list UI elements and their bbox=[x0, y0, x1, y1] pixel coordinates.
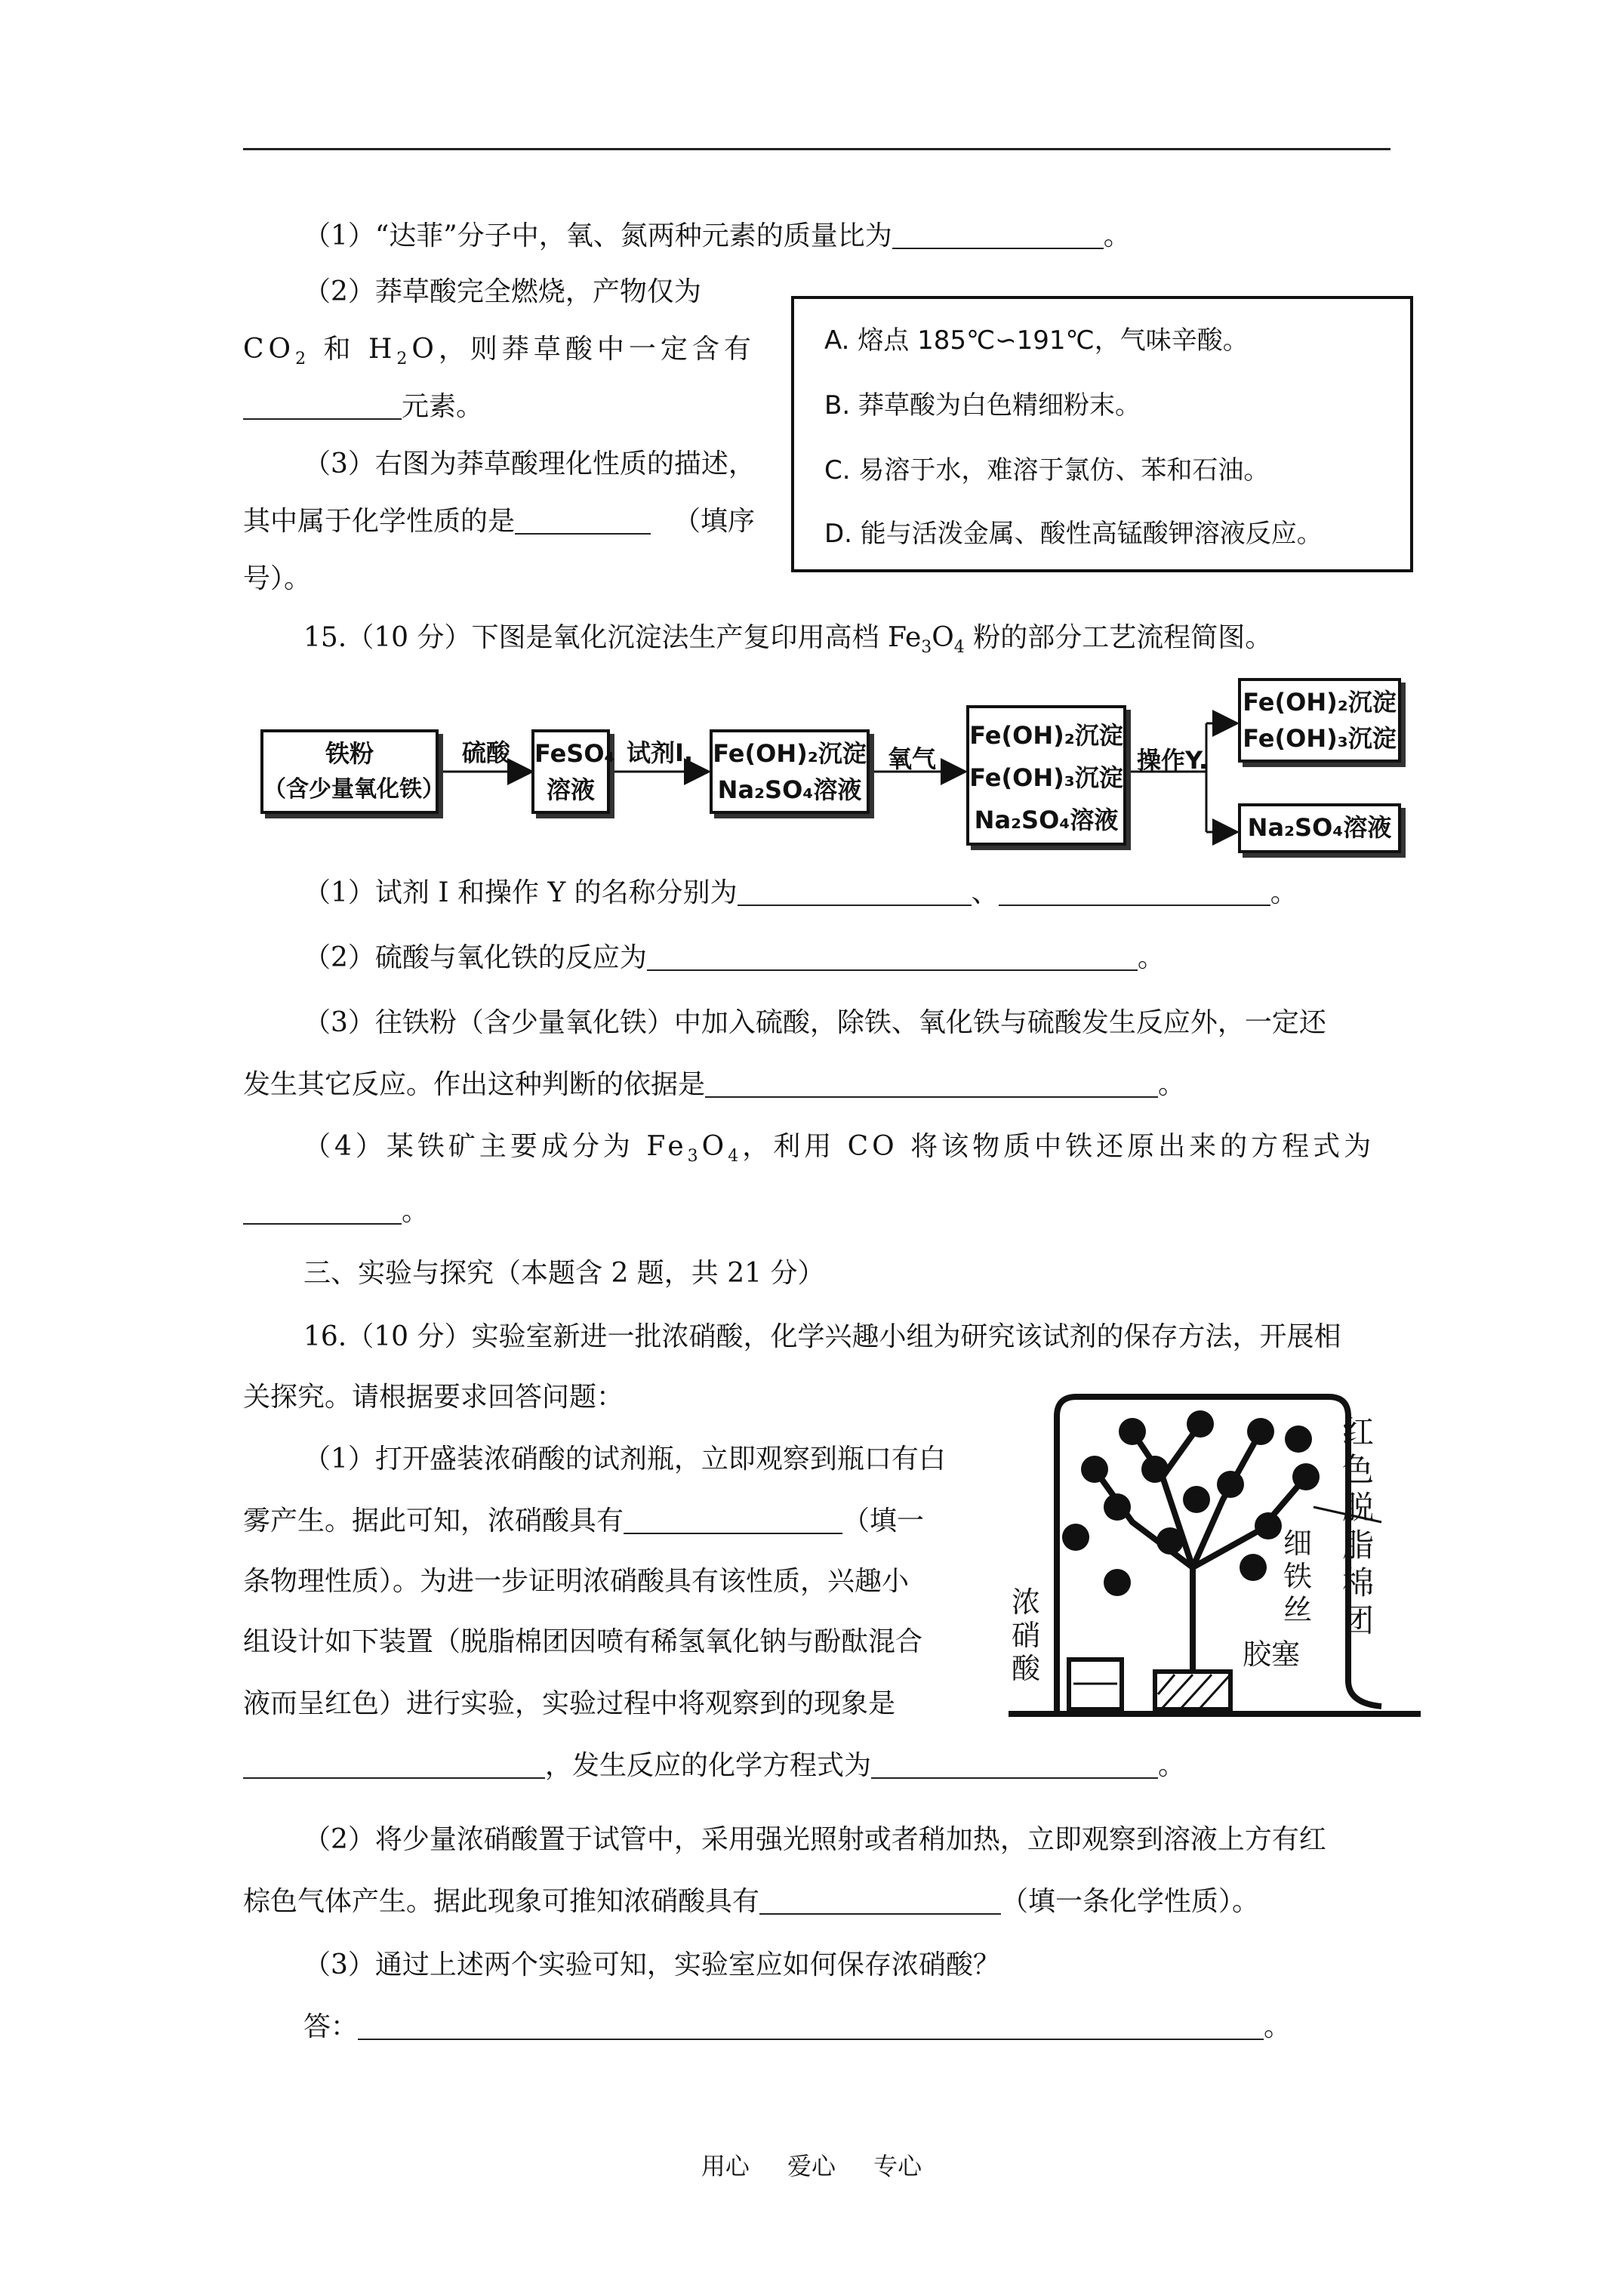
q16-header-line2: 关探究。请根据要求回答问题： bbox=[243, 1382, 624, 1413]
q16-p1-line4: 组设计如下装置（脱脂棉团因喷有稀氢氧化钠与酚酞混合 bbox=[243, 1626, 923, 1657]
answer-blank[interactable] bbox=[738, 877, 972, 906]
page-footer: 用心 爱心 专心 bbox=[701, 2152, 922, 2180]
label-red-cotton: 红色脱脂棉团 bbox=[1342, 1413, 1375, 1639]
flow-label-sulfuric-acid: 硫酸 bbox=[462, 738, 511, 767]
label-iron-wire: 细铁丝 bbox=[1283, 1527, 1313, 1626]
q16-p1-line3: 条物理性质）。为进一步证明浓硝酸具有该性质，兴趣小 bbox=[243, 1566, 910, 1597]
flow-box-feso4: FeSO₄ 溶液 bbox=[531, 729, 610, 814]
q14-sub2-line1: （2）莽草酸完全燃烧，产物仅为 bbox=[303, 276, 701, 307]
q16-p1-line1: （1）打开盛装浓硝酸的试剂瓶，立即观察到瓶口有白 bbox=[303, 1444, 946, 1475]
q16-p2-line1: （2）将少量浓硝酸置于试管中，采用强光照射或者稍加热，立即观察到溶液上方有红 bbox=[303, 1824, 1326, 1855]
q15-header: 15.（10 分）下图是氧化沉淀法生产复印用高档 $Fe_3O_4$ 粉的部分工艺流程简图。 bbox=[303, 622, 1273, 657]
label-stopper: 胶塞 bbox=[1243, 1638, 1301, 1671]
flow-box-na2so4: Na₂SO₄溶液 bbox=[1238, 803, 1401, 853]
flow-label-reagent: 试剂I. bbox=[627, 738, 694, 767]
flow-box-iron-powder: 铁粉 （含少量氧化铁） bbox=[260, 729, 439, 814]
label-nitric-acid: 浓硝酸 bbox=[1012, 1586, 1041, 1685]
apparatus-figure bbox=[1004, 1386, 1427, 1734]
answer-blank[interactable] bbox=[705, 1069, 1158, 1098]
q15-sub3-line1: （3）往铁粉（含少量氧化铁）中加入硫酸，除铁、氧化铁与硫酸发生反应外，一定还 bbox=[303, 1007, 1326, 1038]
answer-blank[interactable] bbox=[647, 942, 1138, 971]
q14-sub1: （1）“达菲”分子中，氧、氮两种元素的质量比为 。 bbox=[303, 220, 1131, 251]
q14-sub3-line3: 号）。 bbox=[243, 563, 312, 594]
answer-blank[interactable] bbox=[243, 1750, 545, 1779]
flow-box-feoh2-na2so4: Fe(OH)₂沉淀 Na₂SO₄溶液 bbox=[710, 729, 870, 814]
q16-p3: （3）通过上述两个实验可知，实验室应如何保存浓硝酸？ bbox=[303, 1949, 1000, 1980]
answer-blank[interactable] bbox=[999, 877, 1270, 906]
q15-sub4-line2: 。 bbox=[243, 1193, 429, 1231]
answer-blank[interactable] bbox=[624, 1505, 842, 1534]
q14-sub3-line2: 其中属于化学性质的是 （填序 bbox=[243, 506, 756, 537]
q16-p2-line2: 棕色气体产生。据此现象可推知浓硝酸具有 （填一条化学性质）。 bbox=[243, 1886, 1260, 1917]
answer-blank[interactable] bbox=[358, 2011, 1264, 2040]
q15-sub2: （2）硫酸与氧化铁的反应为 。 bbox=[303, 942, 1165, 973]
option-b: B. 莽草酸为白色精细粉末。 bbox=[824, 390, 1141, 421]
flow-box-precipitates: Fe(OH)₂沉淀 Fe(OH)₃沉淀 bbox=[1238, 678, 1401, 763]
section-3-heading: 三、实验与探究（本题含 2 题，共 21 分） bbox=[303, 1258, 825, 1289]
q16-header-line1: 16.（10 分）实验室新进一批浓硝酸，化学兴趣小组为研究该试剂的保存方法，开展相 bbox=[303, 1321, 1341, 1352]
flow-label-oxygen: 氧气 bbox=[888, 744, 937, 773]
q14-sub2-line3: 元素。 bbox=[243, 388, 483, 426]
answer-blank[interactable] bbox=[243, 1196, 402, 1225]
q14-sub3-line1: （3）右图为莽草酸理化性质的描述， bbox=[303, 448, 756, 479]
answer-blank[interactable] bbox=[759, 1886, 1001, 1915]
flow-box-mixture: Fe(OH)₂沉淀 Fe(OH)₃沉淀 Na₂SO₄溶液 bbox=[966, 705, 1126, 846]
option-c: C. 易溶于水，难溶于氯仿、苯和石油。 bbox=[824, 455, 1270, 485]
q15-sub3-line2: 发生其它反应。作出这种判断的依据是 。 bbox=[243, 1069, 1186, 1100]
q16-p1-line5: 液而呈红色）进行实验，实验过程中将观察到的现象是 bbox=[243, 1688, 896, 1719]
q16-p1-line6: ，发生反应的化学方程式为 。 bbox=[243, 1747, 1185, 1785]
q16-answer-line: 答： 。 bbox=[303, 2011, 1292, 2042]
option-a: A. 熔点 185℃∽191℃，气味辛酸。 bbox=[824, 325, 1249, 356]
q16-p1-line2: 雾产生。据此可知，浓硝酸具有 （填一 bbox=[243, 1505, 925, 1536]
q15-sub1: （1）试剂 I 和操作 Y 的名称分别为 、 。 bbox=[303, 877, 1298, 908]
q14-sub2-line2: $CO_2$ 和 $H_2O$，则莽草酸中一定含有 bbox=[243, 334, 756, 368]
answer-blank[interactable] bbox=[871, 1750, 1158, 1779]
q15-sub4-line1: （4）某铁矿主要成分为 $Fe_3O_4$，利用 CO 将该物质中铁还原出来的方程式为 bbox=[303, 1131, 1375, 1166]
flow-label-operation: 操作Y. bbox=[1137, 746, 1209, 775]
option-d: D. 能与活泼金属、酸性高锰酸钾溶液反应。 bbox=[824, 519, 1323, 549]
